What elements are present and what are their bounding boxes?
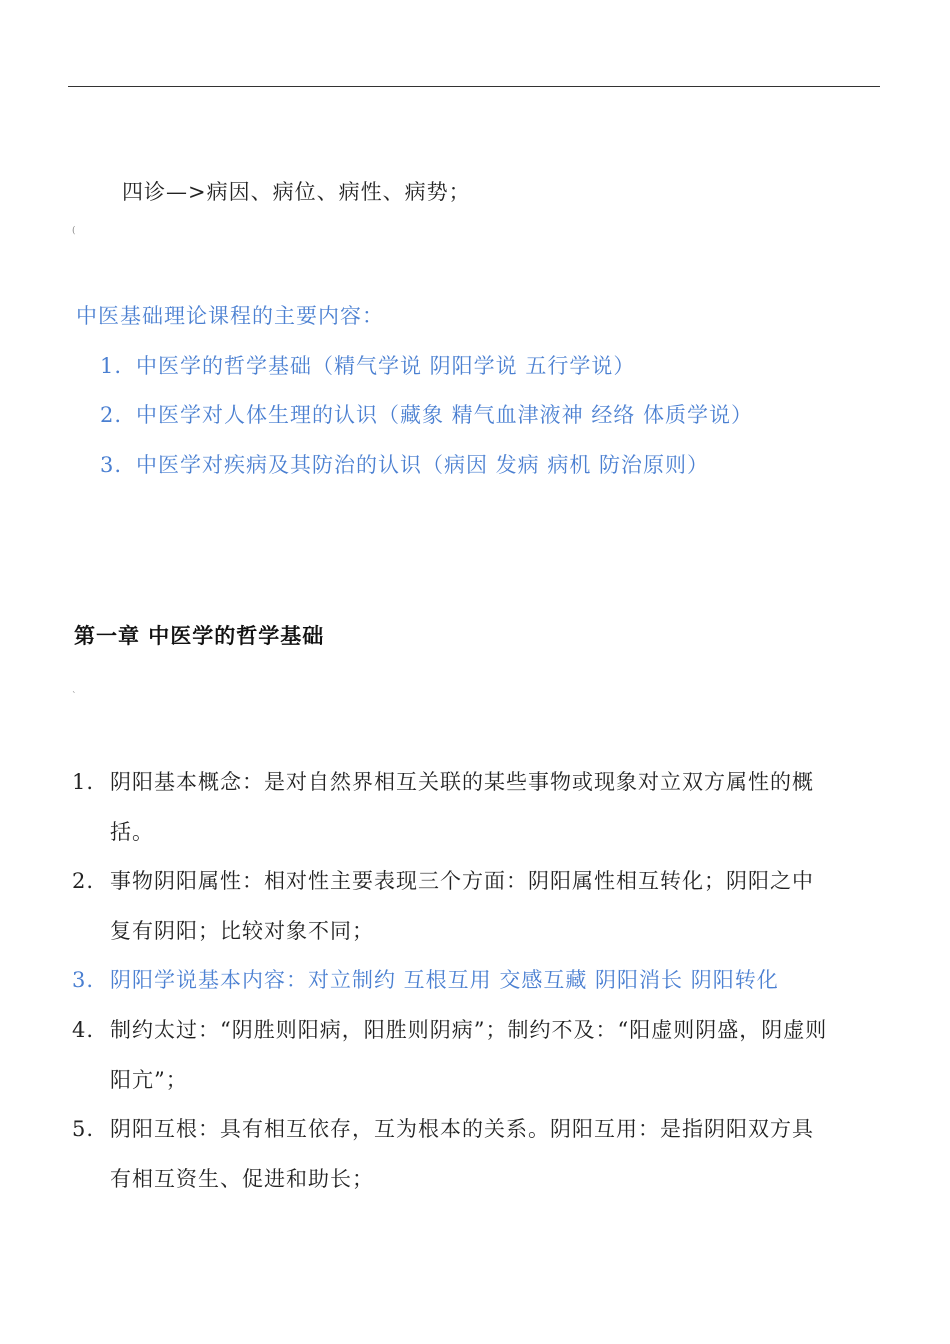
point-3: [72, 964, 779, 994]
point-number: 3.: [72, 968, 95, 992]
course-item-1: [100, 350, 635, 380]
course-item-text: 中医学对疾病及其防治的认识（病因 发病 病机 防治原则）: [136, 453, 710, 477]
point-text: 阴阳基本概念：是对自然界相互关联的某些事物或现象对立双方属性的概: [110, 770, 814, 794]
point-1-continued: 括。: [110, 820, 154, 844]
course-item-number: 3.: [100, 453, 123, 477]
point-text: 阴阳互根：具有相互依存，互为根本的关系。阴阳互用：是指阴阳双方具: [110, 1117, 814, 1141]
small-mark: (: [72, 226, 76, 236]
point-text: 阴阳学说基本内容：对立制约 互根互用 交感互藏 阴阳消长 阴阳转化: [110, 968, 779, 992]
point-2-continued: 复有阴阳；比较对象不同；: [110, 919, 374, 943]
course-item-text: 中医学对人体生理的认识（藏象 精气血津液神 经络 体质学说）: [136, 403, 754, 427]
point-number: 2.: [72, 869, 95, 893]
course-title: 中医基础理论课程的主要内容：: [76, 304, 384, 328]
point-1: [72, 766, 814, 796]
intro-line: 四诊—>病因、病位、病性、病势；: [122, 180, 471, 204]
course-item-2: [100, 399, 753, 429]
course-item-number: 1.: [100, 354, 123, 378]
course-item-3: [100, 449, 709, 479]
point-text: 事物阴阳属性：相对性主要表现三个方面：阴阳属性相互转化；阴阳之中: [110, 869, 814, 893]
point-4-continued: 阳亢”；: [110, 1068, 188, 1092]
point-5: [72, 1113, 814, 1143]
chapter-title: 第一章 中医学的哲学基础: [74, 623, 325, 648]
point-text: 制约太过：“阴胜则阳病，阳胜则阴病”；制约不及：“阳虚则阴盛，阴虚则: [110, 1018, 828, 1042]
point-number: 1.: [72, 770, 95, 794]
point-4: [72, 1014, 827, 1044]
course-item-text: 中医学的哲学基础（精气学说 阴阳学说 五行学说）: [136, 354, 636, 378]
small-mark: `: [72, 692, 77, 702]
header-rule: [68, 86, 880, 87]
point-number: 5.: [72, 1117, 95, 1141]
point-number: 4.: [72, 1018, 95, 1042]
point-5-continued: 有相互资生、促进和助长；: [110, 1167, 374, 1191]
point-2: [72, 865, 814, 895]
course-item-number: 2.: [100, 403, 123, 427]
